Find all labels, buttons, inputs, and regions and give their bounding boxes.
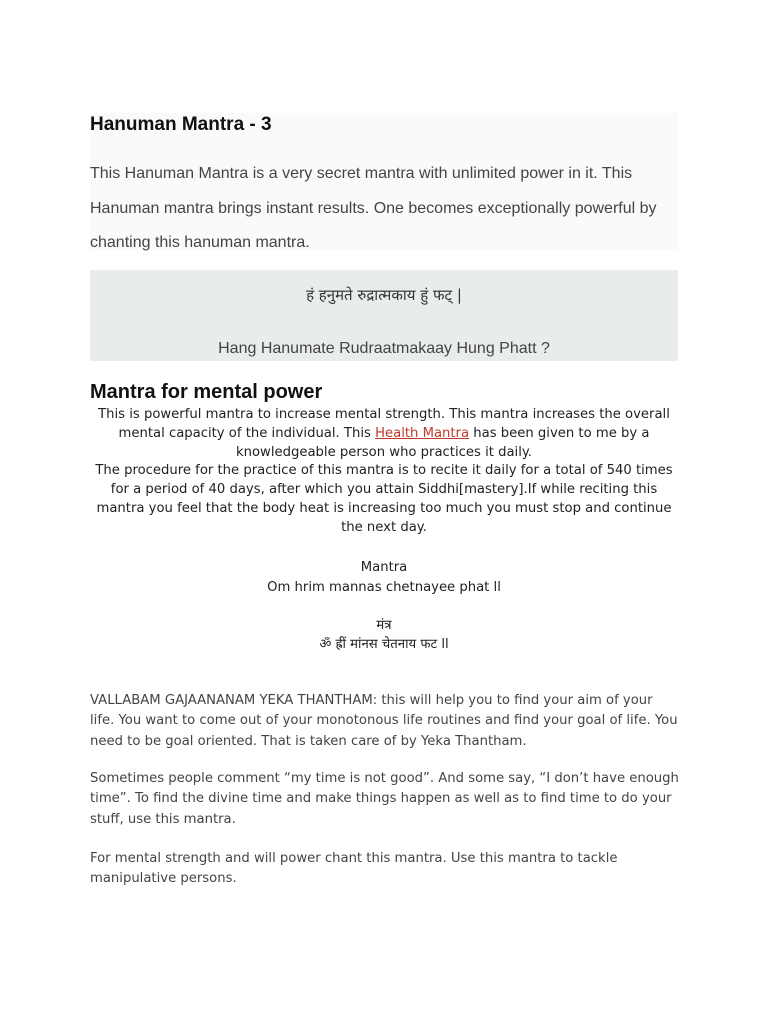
- mantra-label-hindi: मंत्र: [376, 618, 392, 633]
- paragraph-divine-time: Sometimes people comment “my time is not good”. And some say, “I don’t have enough time”. To find the divine time and make things happen as well as to find time to do your stuff, use this mantra.: [90, 771, 679, 827]
- paragraph-mental-strength: For mental strength and will power chant this mantra. Use this mantra to tackle manipulative persons.: [90, 851, 618, 887]
- section-title-hanuman-mantra: Hanuman Mantra - 3: [90, 114, 272, 135]
- mantra-text-hindi: ॐ ह्रीं मांनस चेतनाय फट ll: [319, 637, 449, 652]
- mantra-box: [90, 270, 678, 361]
- section-title-mental-power: Mantra for mental power: [90, 381, 323, 403]
- health-mantra-link[interactable]: Health Mantra: [375, 425, 470, 441]
- mantra-label: Mantra: [360, 560, 408, 575]
- mental-power-description: [90, 406, 678, 538]
- procedure-paragraph: The procedure for the practice of this mantra is to recite it daily for a total of 540 times for a period of 40 days, after which you attain Siddhi[mastery].If while reciting this mantra you feel that the body heat is increasing too much you must stop and continue the next day.: [95, 463, 673, 535]
- paragraph-vallabam: VALLABAM GAJAANANAM YEKA THANTHAM: this will help you to find your aim of your life. You want to come out of your monotonous life routines and find your goal of life. You need to be goal oriented. That is taken care of by Yeka Thantham.: [90, 693, 678, 749]
- intro-paragraph: This Hanuman Mantra is a very secret mantra with unlimited power in it. This Hanuman mantra brings instant results. One becomes exceptionally powerful by chanting this hanuman mantra.: [90, 165, 657, 251]
- description-text-before-link: This is powerful mantra to increase mental strength. This mantra increases the overall mental capacity of the individual. This: [98, 407, 670, 441]
- mantra-text: Om hrim mannas chetnayee phat ll: [267, 580, 501, 595]
- mantra-hindi-text: हं हनुमते रुद्रात्मकाय हुं फट् |: [306, 286, 462, 304]
- description-paragraph: [90, 406, 678, 462]
- mantra-transliteration: Hang Hanumate Rudraatmakaay Hung Phatt ?: [218, 340, 550, 357]
- description-text-after-link: has been given to me by a knowledgeable person who practices it daily.: [235, 425, 650, 460]
